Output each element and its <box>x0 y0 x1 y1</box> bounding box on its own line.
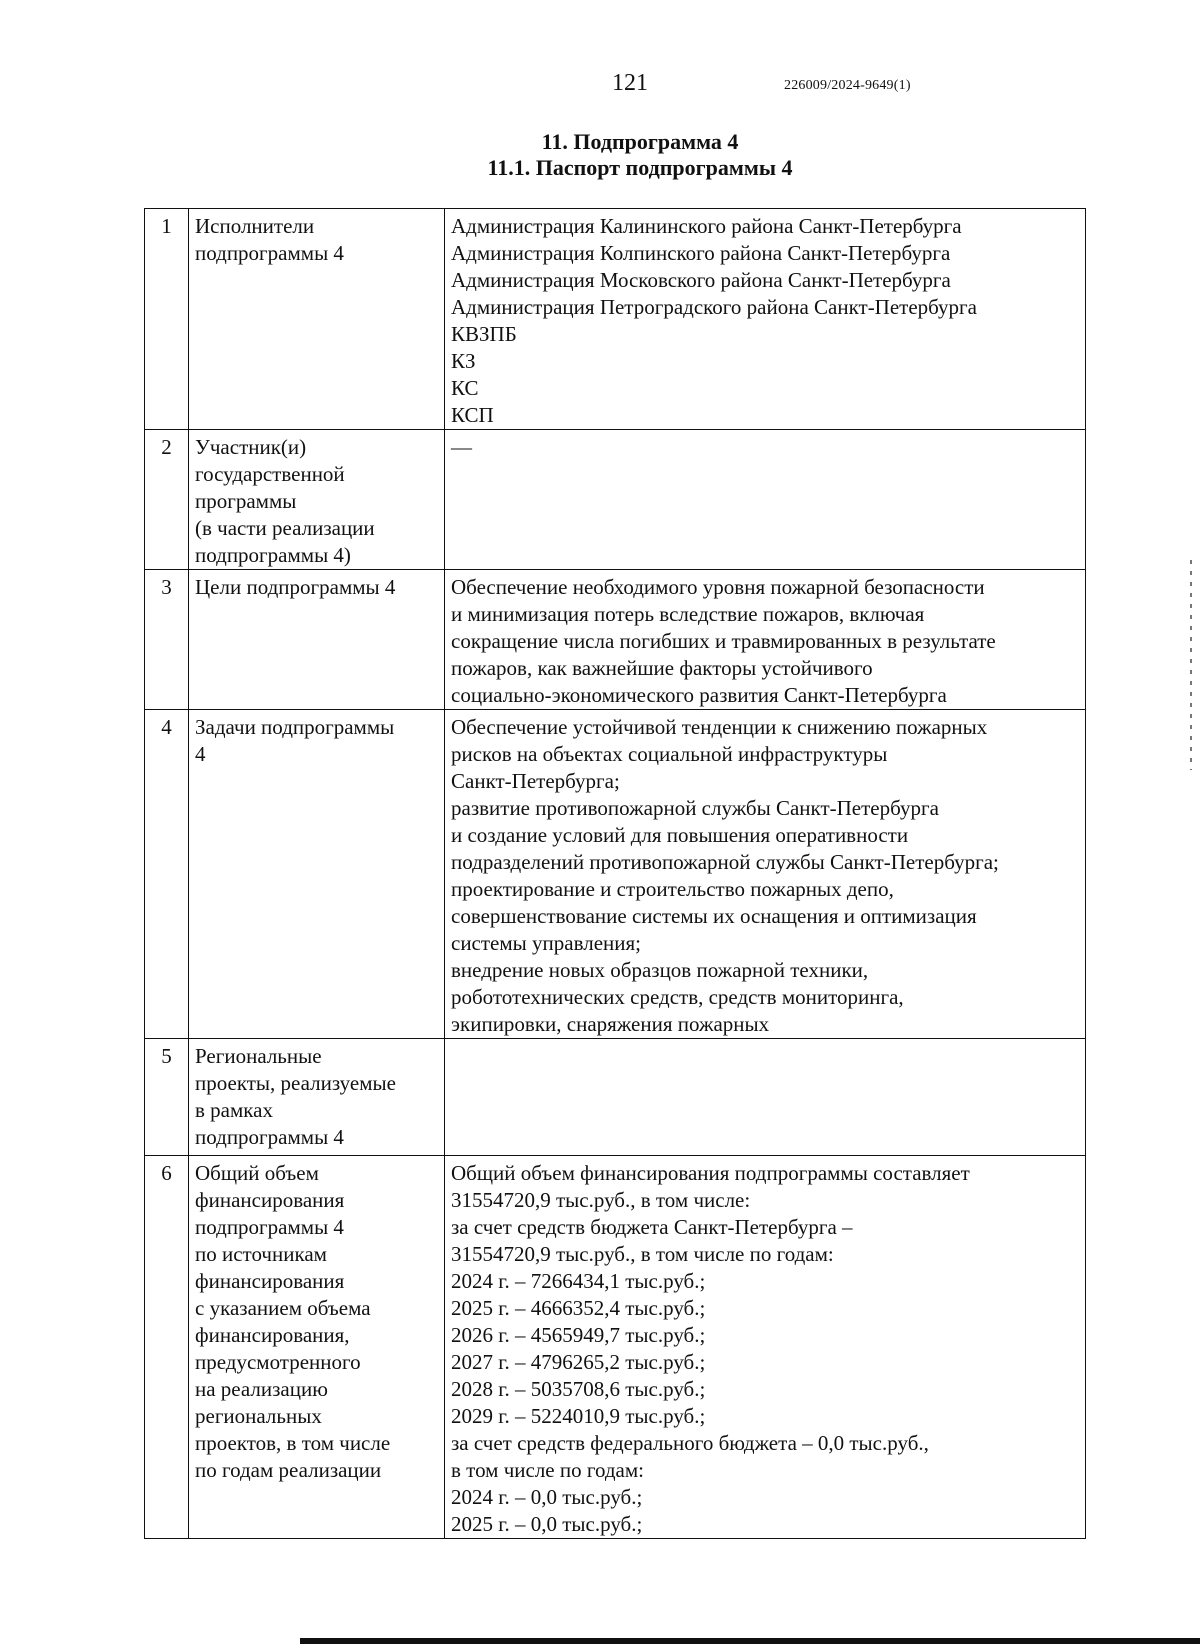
row-label-cell <box>189 1039 445 1156</box>
row-value-line: 2027 г. – 4796265,2 тыс.руб.; <box>451 1350 706 1374</box>
row-label-line: подпрограммы 4) <box>195 543 351 567</box>
row-label-line: (в части реализации <box>195 516 375 540</box>
row-value-line: и минимизация потерь вследствие пожаров, включая <box>451 602 925 626</box>
row-value-line: за счет средств федерального бюджета – 0,0 тыс.руб., <box>451 1431 929 1455</box>
row-label-line: Задачи подпрограммы <box>195 715 395 739</box>
row-label-line: финансирования, <box>195 1323 350 1347</box>
row-value-cell <box>445 209 1086 430</box>
table-row <box>145 430 1086 570</box>
row-number: 1 <box>145 209 189 430</box>
row-value-line: совершенствование системы их оснащения и оптимизация <box>451 904 977 928</box>
row-value-cell <box>445 1039 1086 1156</box>
row-value-line: КС <box>451 376 479 400</box>
table-row <box>145 1039 1086 1156</box>
row-label-line: подпрограммы 4 <box>195 1125 344 1149</box>
row-label-line: 4 <box>195 742 206 766</box>
row-label-line: подпрограммы 4 <box>195 1215 344 1239</box>
row-label-cell <box>189 710 445 1039</box>
passport-table-body <box>145 209 1086 1539</box>
row-value-line: развитие противопожарной службы Санкт-Петербурга <box>451 796 939 820</box>
row-value-line: 2026 г. – 4565949,7 тыс.руб.; <box>451 1323 706 1347</box>
row-number: 3 <box>145 570 189 710</box>
row-value-cell <box>445 430 1086 570</box>
row-value-line: КВЗПБ <box>451 322 517 346</box>
table-row <box>145 570 1086 710</box>
row-value-line: КСП <box>451 403 494 427</box>
row-value-line: за счет средств бюджета Санкт-Петербурга – <box>451 1215 853 1239</box>
row-value-line: Обеспечение устойчивой тенденции к снижению пожарных <box>451 715 988 739</box>
row-value-cell <box>445 1156 1086 1539</box>
row-value-line: 2025 г. – 4666352,4 тыс.руб.; <box>451 1296 706 1320</box>
row-value-line: Санкт-Петербурга; <box>451 769 620 793</box>
row-label-line: по годам реализации <box>195 1458 382 1482</box>
row-value-line: — <box>451 435 472 459</box>
row-value-line: и создание условий для повышения оперативности <box>451 823 909 847</box>
row-value-line: 31554720,9 тыс.руб., в том числе по годам: <box>451 1242 834 1266</box>
row-value-line: 2024 г. – 0,0 тыс.руб.; <box>451 1485 643 1509</box>
row-label-line: Участник(и) <box>195 435 307 459</box>
row-value-line: Общий объем финансирования подпрограммы составляет <box>451 1161 970 1185</box>
row-value-line: подразделений противопожарной службы Санкт-Петербурга; <box>451 850 999 874</box>
row-label-line: предусмотренного <box>195 1350 361 1374</box>
row-value-line: 2024 г. – 7266434,1 тыс.руб.; <box>451 1269 706 1293</box>
row-number: 5 <box>145 1039 189 1156</box>
row-label-line: по источникам <box>195 1242 327 1266</box>
row-label-cell <box>189 209 445 430</box>
row-value-cell <box>445 570 1086 710</box>
scan-edge-marks <box>1190 560 1192 770</box>
row-label-line: проектов, в том числе <box>195 1431 391 1455</box>
row-value-line: 2028 г. – 5035708,6 тыс.руб.; <box>451 1377 706 1401</box>
row-label-line: государственной <box>195 462 345 486</box>
row-number: 4 <box>145 710 189 1039</box>
row-value-line: Администрация Колпинского района Санкт-Петербурга <box>451 241 951 265</box>
table-row <box>145 209 1086 430</box>
passport-table <box>144 208 1086 1539</box>
row-value-line: Обеспечение необходимого уровня пожарной безопасности <box>451 575 985 599</box>
row-label-line: Общий объем <box>195 1161 319 1185</box>
document-id: 226009/2024-9649(1) <box>784 78 911 93</box>
table-row <box>145 710 1086 1039</box>
row-label-line: Исполнители <box>195 214 315 238</box>
row-value-line: системы управления; <box>451 931 641 955</box>
row-value-line: в том числе по годам: <box>451 1458 644 1482</box>
row-value-line: робототехнических средств, средств мониторинга, <box>451 985 904 1009</box>
row-label-cell <box>189 430 445 570</box>
row-value-line: проектирование и строительство пожарных депо, <box>451 877 894 901</box>
row-label-line: региональных <box>195 1404 322 1428</box>
row-label-line: финансирования <box>195 1188 345 1212</box>
row-label-line: проекты, реализуемые <box>195 1071 396 1095</box>
table-row <box>145 1156 1086 1539</box>
row-value-line: пожаров, как важнейшие факторы устойчивого <box>451 656 873 680</box>
row-label-line: финансирования <box>195 1269 345 1293</box>
row-label-cell <box>189 570 445 710</box>
bottom-rule <box>300 1638 1200 1644</box>
row-value-line: КЗ <box>451 349 476 373</box>
row-value-line: сокращение числа погибших и травмированных в результате <box>451 629 996 653</box>
row-value-line: 2029 г. – 5224010,9 тыс.руб.; <box>451 1404 706 1428</box>
row-label-line: Региональные <box>195 1044 322 1068</box>
row-label-line: подпрограммы 4 <box>195 241 344 265</box>
row-value-line: социально-экономического развития Санкт-Петербурга <box>451 683 947 707</box>
row-label-cell <box>189 1156 445 1539</box>
row-value-line: внедрение новых образцов пожарной техники, <box>451 958 869 982</box>
page-number: 121 <box>612 70 648 96</box>
row-value-line: Администрация Петроградского района Санкт-Петербурга <box>451 295 977 319</box>
row-value-line: Администрация Московского района Санкт-Петербурга <box>451 268 951 292</box>
subsection-heading: 11.1. Паспорт подпрограммы 4 <box>487 155 793 180</box>
row-value-line: 2025 г. – 0,0 тыс.руб.; <box>451 1512 643 1536</box>
row-label-line: Цели подпрограммы 4 <box>195 575 396 599</box>
row-value-cell <box>445 710 1086 1039</box>
row-value-line: экипировки, снаряжения пожарных <box>451 1012 770 1036</box>
row-value-line: 31554720,9 тыс.руб., в том числе: <box>451 1188 751 1212</box>
row-number: 2 <box>145 430 189 570</box>
row-label-line: с указанием объема <box>195 1296 371 1320</box>
section-heading: 11. Подпрограмма 4 <box>541 129 739 154</box>
row-label-line: программы <box>195 489 297 513</box>
row-label-line: на реализацию <box>195 1377 328 1401</box>
row-value-line: рисков на объектах социальной инфраструктуры <box>451 742 888 766</box>
row-value-line: Администрация Калининского района Санкт-Петербурга <box>451 214 962 238</box>
row-label-line: в рамках <box>195 1098 273 1122</box>
row-number: 6 <box>145 1156 189 1539</box>
